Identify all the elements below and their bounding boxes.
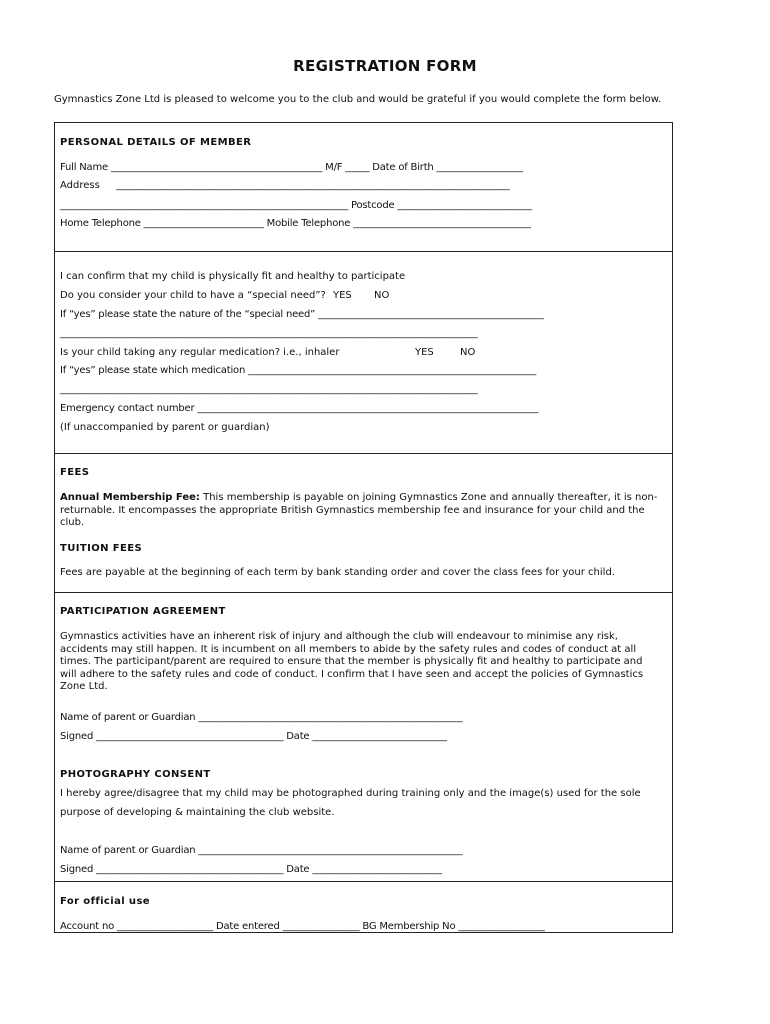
unaccompanied-note: (If unaccompanied by parent or guardian): [60, 422, 270, 433]
special-need-yes[interactable]: YES: [333, 290, 352, 301]
section-heading: For official use: [60, 896, 150, 907]
special-need-continuation-line[interactable]: _______________________________________________________________________________________: [60, 328, 478, 339]
medication-continuation-line[interactable]: _______________________________________________________________________________________: [60, 384, 478, 395]
intro-text: Gymnastics Zone Ltd is pleased to welcome you to the club and would be grateful if you would complete the form below.: [54, 94, 662, 105]
special-need-details-field[interactable]: If “yes” please state the nature of the “special need” _______________________________________________: [60, 309, 544, 320]
divider: [54, 592, 673, 593]
emergency-contact-field[interactable]: Emergency contact number _______________________________________________________________________: [60, 403, 539, 414]
medication-yes[interactable]: YES: [415, 347, 434, 358]
official-use-fields[interactable]: Account no ____________________ Date entered ________________ BG Membership No __________________: [60, 921, 545, 932]
section-heading: FEES: [60, 467, 90, 478]
annual-membership-text: This membership is payable on joining Gymnastics Zone and annually thereafter, it is non-returnable. It encompasses the appropriate British Gymnastics membership fee and insurance for your child and the club.: [60, 492, 658, 529]
fitness-confirmation: I can confirm that my child is physically fit and healthy to participate: [60, 271, 406, 282]
medication-no[interactable]: NO: [460, 347, 476, 358]
postcode-field[interactable]: ____________________________________________________________ Postcode ____________________________: [60, 200, 532, 211]
tuition-fees-heading: TUITION FEES: [60, 543, 143, 554]
section-heading: PHOTOGRAPHY CONSENT: [60, 769, 211, 780]
photo-consent-text: I hereby agree/disagree that my child may be photographed during training only and the image(s) used for the sole: [60, 788, 641, 799]
telephone-field[interactable]: Home Telephone _________________________ Mobile Telephone _____________________________________: [60, 218, 531, 229]
divider: [54, 453, 673, 454]
section-heading: PARTICIPATION AGREEMENT: [60, 606, 226, 617]
medication-question: Is your child taking any regular medication? i.e., inhaler: [60, 347, 340, 358]
section-heading: PERSONAL DETAILS OF MEMBER: [60, 137, 252, 148]
signature-date-field[interactable]: Signed _______________________________________ Date ____________________________: [60, 731, 447, 742]
photo-guardian-name-field[interactable]: Name of parent or Guardian _______________________________________________________: [60, 845, 463, 856]
special-need-question: Do you consider your child to have a “special need”?: [60, 290, 326, 301]
full-name-field[interactable]: Full Name ____________________________________________ M/F _____ Date of Birth __________________: [60, 162, 523, 173]
agreement-text: Gymnastics activities have an inherent risk of injury and although the club will endeavour to minimise any risk, accidents may still happen. It is incumbent on all members to abide by the safety rules and codes of conduct at all times. The participant/parent are required to ensure that the member is physically fit and healthy to participate and will adhere to the safety rules and code of conduct. I confirm that I have seen and accept the policies of Gymnastics Zone Ltd.: [60, 631, 644, 693]
medication-details-field[interactable]: If “yes” please state which medication ____________________________________________________________: [60, 365, 537, 376]
tuition-fees-text: Fees are payable at the beginning of each term by bank standing order and cover the class fees for your child.: [60, 567, 615, 578]
address-line[interactable]: __________________________________________________________________________________: [116, 180, 510, 191]
special-need-no[interactable]: NO: [374, 290, 390, 301]
annual-membership-paragraph: [60, 492, 666, 530]
guardian-name-field[interactable]: Name of parent or Guardian _______________________________________________________: [60, 712, 463, 723]
photo-signature-date-field[interactable]: Signed _______________________________________ Date ___________________________: [60, 864, 442, 875]
photo-consent-text: purpose of developing & maintaining the club website.: [60, 807, 335, 818]
address-label: Address: [60, 180, 100, 191]
divider: [54, 251, 673, 252]
annual-membership-label: Annual Membership Fee:: [60, 492, 200, 503]
divider: [54, 881, 673, 882]
page-title: REGISTRATION FORM: [293, 57, 477, 75]
divider: [54, 122, 673, 123]
